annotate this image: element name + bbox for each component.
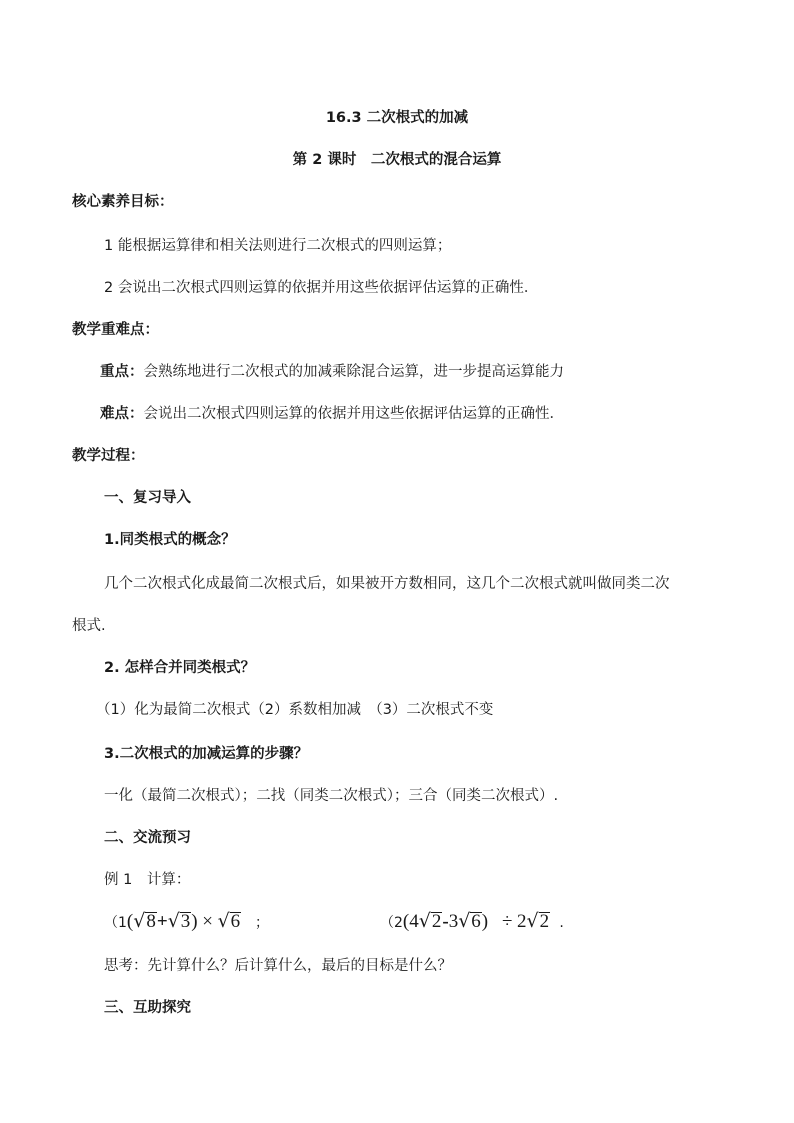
radicand-8: 8	[146, 911, 156, 932]
radicand-2-a: 2	[431, 911, 442, 932]
sqrt-6	[218, 906, 242, 938]
sqrt-6-b	[458, 906, 482, 938]
process-heading: 教学过程：	[72, 448, 145, 464]
example-label: 例 1 计算：	[104, 872, 191, 888]
expr1-semicolon: ；	[255, 915, 269, 931]
expr2-close-paren: )	[481, 911, 489, 932]
part1-heading: 一、复习导入	[104, 490, 191, 506]
expr2-open-paren: (	[402, 911, 410, 932]
part2-heading: 二、交流预习	[104, 830, 191, 846]
core-goals-heading: 核心素养目标：	[72, 194, 174, 210]
times-sign: ×	[202, 911, 213, 932]
q1-answer-line2: 根式.	[72, 618, 106, 634]
radical-sign-icon: √	[526, 910, 539, 932]
key-text: 会熟练地进行二次根式的加减乘除混合运算，进一步提高运算能力	[143, 364, 564, 380]
difficult-point	[100, 404, 564, 424]
q3-heading: 3.二次根式的加减运算的步骤？	[104, 746, 309, 762]
page-subtitle: 第 2 课时 二次根式的混合运算	[292, 152, 502, 168]
q2-heading: 2. 怎样合并同类根式？	[104, 660, 256, 676]
example-expression-1	[104, 906, 269, 936]
q1-answer-line1: 几个二次根式化成最简二次根式后，如果被开方数相同，这几个二次根式就叫做同类二次	[104, 576, 670, 592]
sqrt-2-a	[419, 906, 443, 938]
radical-sign-icon: √	[217, 910, 230, 932]
key-difficult-heading: 教学重难点：	[72, 322, 159, 338]
key-label: 重点：	[100, 364, 144, 380]
expr2-label: （2	[380, 915, 403, 931]
radicand-3: 3	[180, 911, 191, 932]
difficult-label: 难点：	[100, 406, 144, 422]
expr1-close-paren: )	[191, 911, 198, 932]
coef-4: 4	[409, 911, 419, 932]
coef-3: 3	[448, 911, 459, 932]
radical-sign-icon: √	[418, 910, 431, 932]
goal-2: 2 会说出二次根式四则运算的依据并用这些依据评估运算的正确性．	[104, 280, 539, 296]
sqrt-8	[133, 906, 157, 938]
radical-sign-icon: √	[167, 910, 180, 932]
difficult-text: 会说出二次根式四则运算的依据并用这些依据评估运算的正确性．	[143, 406, 564, 422]
q3-answer: 一化（最简二次根式）；二找（同类二次根式）；三合（同类二次根式）.	[104, 788, 559, 804]
expr1-label: （1	[104, 915, 127, 931]
radical-sign-icon: √	[458, 910, 471, 932]
plus-sign: +	[156, 911, 168, 932]
example-expression-2	[380, 906, 564, 936]
expr2-period: .	[559, 915, 564, 931]
part3-heading: 三、互助探究	[104, 1000, 191, 1016]
coef-2: 2	[517, 911, 527, 932]
sqrt-3	[168, 906, 192, 938]
divide-sign: ÷	[501, 911, 513, 932]
radicand-6-b: 6	[471, 911, 481, 932]
minus-sign: -	[442, 911, 449, 932]
page-title: 16.3 二次根式的加减	[325, 110, 469, 126]
expr1-open-paren: (	[126, 911, 134, 932]
q2-answer: （1）化为最简二次根式（2）系数相加减 （3）二次根式不变	[96, 702, 494, 718]
radicand-2-b: 2	[539, 911, 550, 932]
think-question: 思考：先计算什么？后计算什么，最后的目标是什么？	[104, 958, 452, 974]
q1-heading: 1.同类根式的概念？	[104, 532, 236, 548]
key-point	[100, 362, 564, 382]
goal-1: 1 能根据运算律和相关法则进行二次根式的四则运算；	[104, 238, 452, 254]
sqrt-2-b	[527, 906, 551, 938]
radicand-6: 6	[230, 911, 241, 932]
radical-sign-icon: √	[133, 910, 146, 932]
